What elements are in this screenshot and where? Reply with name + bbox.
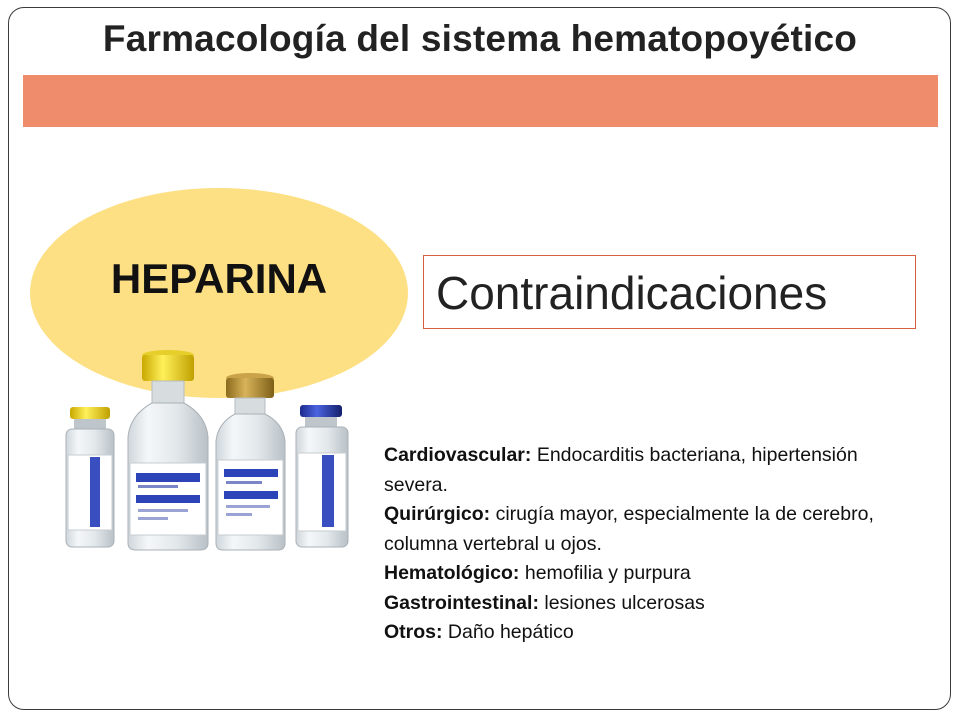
vial-gold-cap — [216, 373, 285, 550]
contraindication-otros: Otros: Daño hepático — [384, 621, 574, 643]
contraindications-list — [384, 441, 904, 648]
vial-small-yellow — [66, 407, 114, 547]
contraindication-cardiovascular: Cardiovascular: Endocarditis bacteriana, hipertensión severa. — [384, 444, 858, 496]
section-heading: Contraindicaciones — [436, 267, 828, 319]
vial-small-blue — [296, 405, 348, 547]
vial-tall-yellow — [128, 350, 208, 550]
heparin-vials-image — [60, 345, 360, 555]
contraindication-gastrointestinal: Gastrointestinal: lesiones ulcerosas — [384, 591, 705, 614]
drug-name: HEPARINA — [110, 255, 328, 302]
contraindication-quirurgico: Quirúrgico: cirugía mayor, especialmente la de cerebro, columna vertebral u ojos. — [384, 503, 874, 555]
slide-title: Farmacología del sistema hematopoyético — [102, 18, 858, 59]
contraindication-hematologico: Hematológico: hemofilia y purpura — [384, 562, 691, 584]
accent-bar — [23, 75, 938, 127]
